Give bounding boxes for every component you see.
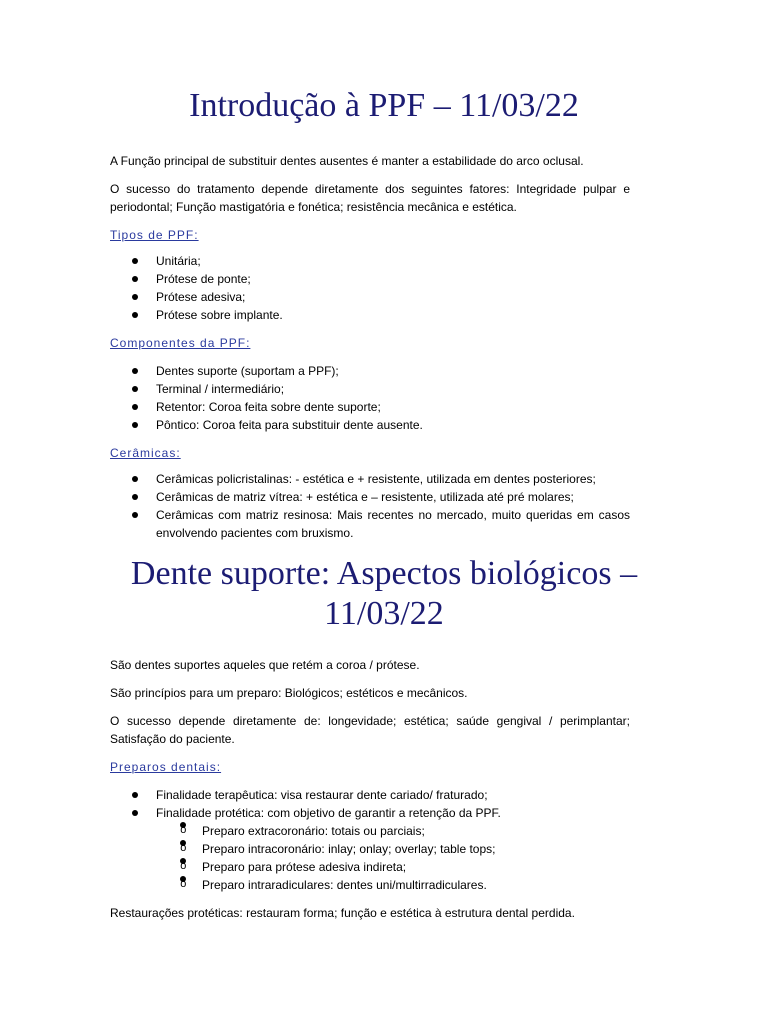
section-title-intro: Introdução à PPF – 11/03/22 [189, 87, 579, 124]
title-line-2: 11/03/22 [324, 595, 444, 632]
list-item-with-sublist [110, 804, 630, 894]
list-item: Cerâmicas de matriz vítrea: + estética e – resistente, utilizada até pré molares; [110, 488, 630, 506]
sublist-preparos [156, 822, 630, 894]
heading-tipos: Tipos de PPF: [110, 228, 199, 242]
heading-componentes: Componentes da PPF: [110, 336, 251, 350]
sublist-item: o Preparo intraradiculares: dentes uni/multirradiculares. [156, 876, 630, 894]
list-ceramicas [110, 470, 630, 542]
list-item: Pôntico: Coroa feita para substituir dente ausente. [110, 416, 630, 434]
list-item: Cerâmicas com matriz resinosa: Mais recentes no mercado, muito queridas em casos envolvendo pacientes com bruxismo. [110, 506, 630, 542]
list-item: Cerâmicas policristalinas: - estética e + resistente, utilizada em dentes posteriores; [110, 470, 630, 488]
list-componentes [110, 362, 630, 434]
list-item: Retentor: Coroa feita sobre dente suporte; [110, 398, 630, 416]
list-tipos [110, 252, 630, 324]
list-preparos [110, 786, 630, 894]
sublist-item: o Preparo extracoronário: totais ou parciais; [156, 822, 630, 840]
paragraph-restauracoes: Restaurações protéticas: restauram forma; função e estética à estrutura dental perdida. [110, 906, 575, 920]
heading-ceramicas: Cerâmicas: [110, 446, 181, 460]
section-title-dente-suporte [90, 554, 678, 634]
list-item: Prótese de ponte; [110, 270, 630, 288]
list-item: Prótese sobre implante. [110, 306, 630, 324]
list-item: Terminal / intermediário; [110, 380, 630, 398]
list-item: Prótese adesiva; [110, 288, 630, 306]
paragraph-function: A Função principal de substituir dentes ausentes é manter a estabilidade do arco oclusal. [110, 154, 584, 168]
list-item: Unitária; [110, 252, 630, 270]
list-item: Dentes suporte (suportam a PPF); [110, 362, 630, 380]
paragraph-sucesso: O sucesso depende diretamente de: longevidade; estética; saúde gengival / perimplantar; Satisfação do paciente. [110, 714, 630, 746]
paragraph-dentes-suportes: São dentes suportes aqueles que retém a coroa / prótese. [110, 658, 420, 672]
list-item: Finalidade terapêutica: visa restaurar dente cariado/ fraturado; [110, 786, 630, 804]
heading-preparos: Preparos dentais: [110, 760, 222, 774]
title-line-1: Dente suporte: Aspectos biológicos – [130, 555, 638, 592]
paragraph-success: O sucesso do tratamento depende diretamente dos seguintes fatores: Integridade pulpar e periodontal; Função mastigatória e fonética; resistência mecânica e estética. [110, 182, 630, 214]
sublist-item: o Preparo para prótese adesiva indireta; [156, 858, 630, 876]
list-item-label: Finalidade protética: com objetivo de garantir a retenção da PPF. [156, 806, 501, 820]
sublist-item: o Preparo intracoronário: inlay; onlay; overlay; table tops; [156, 840, 630, 858]
paragraph-principios: São princípios para um preparo: Biológicos; estéticos e mecânicos. [110, 686, 468, 700]
